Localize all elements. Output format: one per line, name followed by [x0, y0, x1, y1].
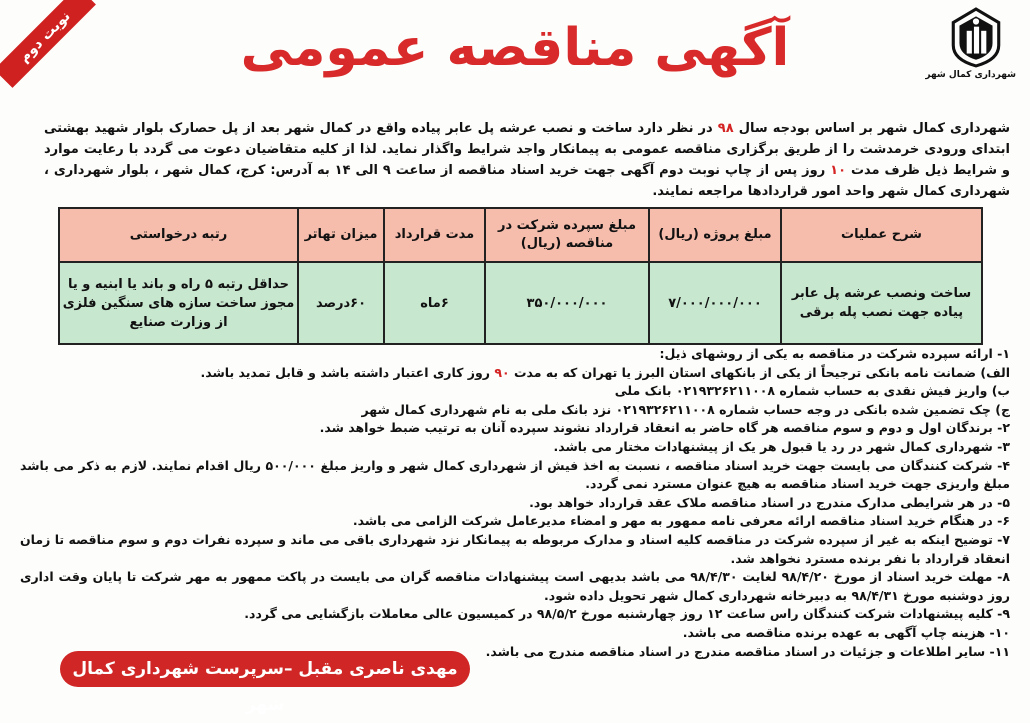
condition-item-1b: ب) واریز فیش نقدی به حساب شماره ۰۲۱۹۳۲۶۲۱۱۰۰۸ بانک ملی	[614, 383, 1010, 399]
intro-text-a: شهرداری کمال شهر بر اساس بودجه سال	[738, 121, 1010, 136]
header-description: شرح عملیات	[781, 208, 982, 262]
condition-item-4: ۴- شرکت کنندگان می بایست جهت خرید اسناد مناقصه ، نسبت به اخذ فیش از شهرداری کمال شهر و واریز مبلغ ۵۰۰/۰۰۰ ریال اقدام نمایند. لازم به ذکر می باشد مبلغ واریزی جهت خرید اسناد مناقصه به هیچ عنوان مسترد نمی گردد.	[20, 457, 1010, 492]
condition-1a-text-a: الف) ضمانت نامه بانکی ترجیحاً از یکی از بانکهای استان البرز یا تهران که به مدت	[513, 364, 1010, 380]
condition-item-8: ۸- مهلت خرید اسناد از مورخ ۹۸/۴/۲۰ لغایت ۹۸/۴/۳۰ می باشد بدیهی است پیشنهادات مناقصه گران می بایست در پاکت ممهور به مهر شرکت تا پایان وقت اداری روز دوشنبه مورخ ۹۸/۴/۳۱ به دبیرخانه شهرداری کمال شهر تحویل داده شود.	[20, 569, 1011, 603]
condition-item-9: ۹- کلیه پیشنهادات شرکت کنندگان راس ساعت ۱۲ روز چهارشنبه مورخ ۹۸/۵/۲ در کمیسیون عالی معاملات بازگشایی می گردد.	[244, 606, 1010, 622]
condition-item-10: ۱۰- هزینه چاپ آگهی به عهده برنده مناقصه می باشد.	[682, 624, 1010, 640]
cell-required-grade: حداقل رتبه ۵ راه و باند یا ابنیه و یا مجوز ساخت سازه های سنگین فلزی از وزارت صنایع	[59, 262, 298, 344]
table-header-row	[59, 208, 982, 262]
header-contract-duration: مدت قرارداد	[384, 208, 485, 262]
signature-bar: مهدی ناصری مقبل –سرپرست شهرداری کمال شهر	[60, 651, 470, 687]
table-row	[59, 262, 982, 344]
condition-item-6: ۶- در هنگام خرید اسناد مناقصه ارائه معرفی نامه ممهور به مهر و امضاء مدیرعامل شرکت الزامی می باشد.	[352, 513, 1010, 529]
condition-item-2: ۲- برندگان اول و دوم و سوم مناقصه هر گاه حاضر به انعقاد قرارداد نشوند سپرده آنان به ترتیب ضبط خواهد شد.	[319, 420, 1010, 436]
intro-paragraph	[44, 118, 1010, 202]
condition-item-3: ۳- شهرداری کمال شهر در رد یا قبول هر یک از پیشنهادات مختار می باشد.	[553, 438, 1010, 454]
header-required-grade: رتبه درخواستی	[59, 208, 298, 262]
tender-table	[58, 207, 983, 345]
second-round-badge: نوبت دوم	[0, 0, 96, 88]
condition-1a-days: ۹۰	[494, 364, 510, 380]
intro-year: ۹۸	[717, 121, 734, 136]
intro-text-b: در نظر دارد ساخت و نصب عرشه پل عابر پیاده واقع در کمال شهر بعد از پل حصارک بلوار شهید بهشتی ابتدای ورودی خرمدشت را از طریق برگزاری مناقصه عمومی به پیمانکار واجد شرایط واگذار نماید. لذا از کلیه متقاضیان دعوت می گردد با رعایت موارد و شرایط ذیل ظرف مدت	[44, 121, 1011, 178]
page-title: آگهی مناقصه عمومی	[240, 18, 790, 78]
condition-item-5: ۵- در هر شرایطی مدارک مندرج در اسناد مناقصه ملاک عقد قرارداد خواهد بود.	[529, 494, 1010, 510]
condition-item-1c: ج) چک تضمین شده بانکی در وجه حساب شماره ۰۲۱۹۳۲۶۲۱۱۰۰۸ نزد بانک ملی به نام شهرداری کمال شهر	[361, 401, 1010, 417]
cell-deposit-amount: ۳۵۰/۰۰۰/۰۰۰	[485, 262, 649, 344]
conditions-list	[20, 345, 1010, 661]
condition-1a-text-b: روز کاری اعتبار داشته باشد و قابل تمدید باشد.	[200, 364, 490, 380]
logo-caption: شهرداری کمال شهر	[925, 70, 1016, 80]
condition-item-1a	[20, 364, 1010, 383]
condition-item-7: ۷- توضیح اینکه به غیر از سپرده شرکت در مناقصه کلیه اسناد و مدارک مربوطه به پیمانکار نزد شهرداری باقی می ماند و سپرده نفرات دوم و سوم مناقصه تا زمان انعقاد قرارداد با نفر برنده مسترد نخواهد شد.	[20, 531, 1010, 566]
intro-days: ۱۰	[830, 163, 847, 178]
header-deposit-amount: مبلغ سپرده شرکت در مناقصه (ریال)	[485, 208, 649, 262]
condition-item-11: ۱۱- سایر اطلاعات و جزئیات در اسناد مناقصه مندرج در اسناد مناقصه مندرج می باشد.	[485, 643, 1010, 659]
header-barter-rate: میزان تهاتر	[298, 208, 384, 262]
intro-text-c: روز پس از چاپ نوبت دوم آگهی جهت خرید اسناد مناقصه از ساعت ۹ الی ۱۴ به آدرس: کرج، کمال شهر ، بلوار شهرداری ، شهرداری کمال شهر واحد امور قراردادها مراجعه نمایند.	[44, 163, 1010, 199]
cell-project-amount: ۷/۰۰۰/۰۰۰/۰۰۰	[649, 262, 781, 344]
cell-description: ساخت ونصب عرشه پل عابر پیاده جهت نصب پله برقی	[781, 262, 982, 344]
cell-contract-duration: ۶ماه	[384, 262, 485, 344]
header-project-amount: مبلغ پروژه (ریال)	[649, 208, 781, 262]
cell-barter-rate: ۶۰درصد	[298, 262, 384, 344]
condition-item-1: ۱- ارائه سپرده شرکت در مناقصه به یکی از روشهای ذیل:	[659, 346, 1010, 361]
